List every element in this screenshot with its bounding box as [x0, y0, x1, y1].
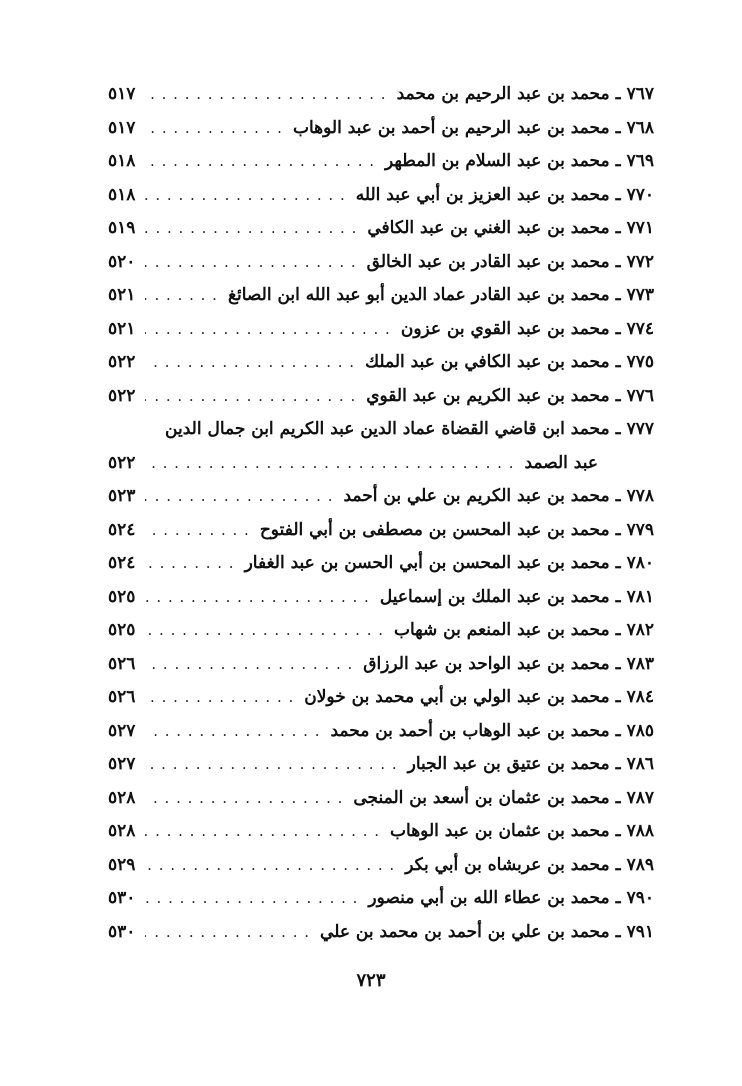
entry-separator: ـ — [615, 218, 621, 238]
entry-page-number: ٥١٧ — [108, 84, 136, 104]
entry-page-number: ٥٢١ — [108, 318, 136, 339]
entry-page-number: ٥٢٧ — [108, 720, 136, 741]
entry-page-number: ٥٣٠ — [108, 921, 136, 942]
entry-separator: ـ — [615, 419, 621, 439]
entry-number: ٧٧٥ — [626, 352, 654, 372]
toc-entry-continuation — [108, 453, 654, 487]
entry-number: ٧٧٤ — [626, 318, 654, 339]
entry-title: محمد بن عبد القادر بن عبد الخالق — [366, 251, 610, 272]
dot-leader — [145, 454, 514, 472]
dot-leader — [145, 923, 310, 941]
dot-leader — [145, 487, 333, 505]
entry-page-number: ٥٢٤ — [108, 519, 136, 540]
entry-page-number: ٥٢٢ — [108, 352, 136, 372]
entry-title: محمد بن عبد الوهاب بن أحمد بن محمد — [330, 720, 610, 741]
dot-leader — [145, 588, 369, 606]
toc-entry — [108, 185, 654, 219]
toc-entry — [108, 855, 654, 889]
entry-title: محمد بن عبد المحسن بن مصطفى بن أبي الفتوح — [259, 519, 610, 540]
entry-separator: ـ — [615, 352, 621, 372]
entry-page-number: ٥١٧ — [108, 117, 136, 138]
entry-title: محمد بن عبد القادر عماد الدين أبو عبد الله ابن الصائغ — [227, 285, 610, 305]
toc-entry — [108, 319, 654, 353]
entry-page-number: ٥٢١ — [108, 285, 136, 305]
entry-number: ٧٨٠ — [626, 553, 654, 573]
entry-separator: ـ — [615, 84, 621, 104]
entry-separator: ـ — [615, 486, 621, 506]
entry-separator: ـ — [615, 184, 621, 205]
entry-title: محمد بن عتيق بن عبد الجبار — [407, 754, 610, 774]
toc-entry — [108, 788, 654, 822]
dot-leader — [145, 621, 384, 639]
entry-separator: ـ — [615, 720, 621, 741]
toc-entry — [108, 118, 654, 152]
entry-separator: ـ — [615, 385, 621, 406]
entry-number: ٧٧٨ — [626, 486, 654, 506]
entry-number: ٧٨٧ — [626, 787, 654, 808]
entry-number: ٧٧٦ — [626, 385, 654, 406]
entry-separator: ـ — [615, 653, 621, 674]
entry-number: ٧٧٣ — [626, 285, 654, 305]
entry-title: محمد بن عبد الكريم بن عبد القوي — [366, 385, 610, 406]
entry-number: ٧٨١ — [626, 586, 654, 607]
entry-page-number: ٥٢٥ — [108, 620, 136, 640]
table-of-contents — [108, 84, 654, 955]
entry-title: محمد بن علي بن أحمد بن محمد بن علي — [320, 921, 610, 942]
dot-leader — [145, 85, 386, 103]
entry-page-number: ٥٢٧ — [108, 754, 136, 774]
dot-leader — [145, 889, 358, 907]
entry-separator: ـ — [615, 620, 621, 640]
entry-number: ٧٨٥ — [626, 720, 654, 741]
entry-number: ٧٨٦ — [626, 754, 654, 774]
entry-separator: ـ — [615, 787, 621, 808]
entry-page-number: ٥٢٤ — [108, 553, 136, 573]
dot-leader — [145, 789, 343, 807]
toc-entry — [108, 721, 654, 755]
entry-title: محمد بن عبد الكريم بن علي بن أحمد — [343, 486, 610, 506]
toc-entry — [108, 620, 654, 654]
entry-number: ٧٦٧ — [626, 84, 654, 104]
entry-number: ٧٨٣ — [626, 653, 654, 674]
entry-title: محمد بن عثمان بن عبد الوهاب — [390, 821, 610, 841]
entry-title: محمد بن عربشاه بن أبي بكر — [405, 854, 610, 875]
toc-entry — [108, 386, 654, 420]
entry-separator: ـ — [615, 117, 621, 138]
entry-separator: ـ — [615, 318, 621, 339]
entry-page-number: ٥٢٦ — [108, 687, 136, 707]
entry-number: ٧٧١ — [626, 218, 654, 238]
dot-leader — [145, 219, 357, 237]
entry-title: محمد بن عطاء الله بن أبي منصور — [368, 888, 610, 908]
dot-leader — [145, 119, 283, 137]
entry-separator: ـ — [615, 151, 621, 171]
entry-separator: ـ — [615, 888, 621, 908]
entry-page-number: ٥٢٨ — [108, 787, 136, 808]
entry-page-number: ٥٢٩ — [108, 854, 136, 875]
entry-title-continuation: عبد الصمد — [524, 452, 598, 473]
entry-title: محمد بن عبد الغني بن عبد الكافي — [367, 218, 610, 238]
entry-title: محمد بن عبد الواحد بن عبد الرزاق — [363, 653, 610, 674]
dot-leader — [145, 554, 234, 572]
toc-entry — [108, 285, 654, 319]
toc-entry — [108, 151, 654, 185]
dot-leader — [145, 286, 218, 304]
dot-leader — [145, 722, 320, 740]
entry-page-number: ٥٢٦ — [108, 653, 136, 674]
entry-title: محمد بن عبد القوي بن عزون — [400, 318, 610, 339]
dot-leader — [145, 253, 356, 271]
toc-entry — [108, 252, 654, 286]
entry-page-number: ٥٣٠ — [108, 888, 136, 908]
entry-number: ٧٦٩ — [626, 151, 654, 171]
entry-number: ٧٧٢ — [626, 251, 654, 272]
entry-page-number: ٥٢٨ — [108, 821, 136, 841]
entry-page-number: ٥٢٥ — [108, 586, 136, 607]
entry-title: محمد بن عبد المحسن بن أبي الحسن بن عبد الغفار — [244, 553, 610, 573]
entry-separator: ـ — [615, 519, 621, 540]
entry-number: ٧٨٩ — [626, 854, 654, 875]
entry-title: محمد ابن قاضي القضاة عماد الدين عبد الكريم ابن جمال الدين — [165, 419, 610, 439]
toc-entry — [108, 922, 654, 956]
entry-separator: ـ — [615, 586, 621, 607]
toc-entry — [108, 84, 654, 118]
toc-entry — [108, 587, 654, 621]
dot-leader — [145, 822, 380, 840]
entry-title: محمد بن عبد الرحيم بن أحمد بن عبد الوهاب — [292, 117, 610, 138]
entry-separator: ـ — [615, 553, 621, 573]
toc-entry — [108, 218, 654, 252]
entry-title: محمد بن عبد الكافي بن عبد الملك — [365, 352, 610, 372]
entry-page-number: ٥٢٣ — [108, 486, 136, 506]
entry-number: ٧٧٠ — [626, 184, 654, 205]
dot-leader — [145, 655, 353, 673]
entry-title: محمد بن عبد العزيز بن أبي عبد الله — [355, 184, 610, 205]
entry-number: ٧٨٨ — [626, 821, 654, 841]
entry-title: محمد بن عبد السلام بن المطهر — [385, 151, 610, 171]
entry-number: ٧٧٧ — [626, 419, 654, 439]
entry-number: ٧٦٨ — [626, 117, 654, 138]
dot-leader — [145, 856, 395, 874]
entry-page-number: ٥٢٢ — [108, 452, 136, 473]
toc-entry — [108, 419, 654, 453]
toc-entry — [108, 687, 654, 721]
toc-entry — [108, 888, 654, 922]
dot-leader — [145, 353, 355, 371]
entry-title: محمد بن عبد الولي بن أبي محمد بن خولان — [304, 687, 610, 707]
entry-number: ٧٨٢ — [626, 620, 654, 640]
entry-separator: ـ — [615, 285, 621, 305]
entry-title: محمد بن عبد الملك بن إسماعيل — [379, 586, 610, 607]
dot-leader — [145, 755, 397, 773]
entry-page-number: ٥١٨ — [108, 184, 136, 205]
toc-entry — [108, 486, 654, 520]
dot-leader — [145, 186, 345, 204]
entry-title: محمد بن عثمان بن أسعد بن المنجى — [353, 787, 610, 808]
entry-separator: ـ — [615, 821, 621, 841]
dot-leader — [145, 152, 375, 170]
dot-leader — [145, 521, 249, 539]
entry-separator: ـ — [615, 854, 621, 875]
entry-number: ٧٨٤ — [626, 687, 654, 707]
entry-separator: ـ — [615, 754, 621, 774]
entry-separator: ـ — [615, 251, 621, 272]
page-number: ٧٢٣ — [356, 970, 386, 991]
toc-entry — [108, 520, 654, 554]
dot-leader — [145, 387, 356, 405]
entry-title: محمد بن عبد الرحيم بن محمد — [396, 84, 610, 104]
toc-entry — [108, 821, 654, 855]
entry-number: ٧٩٠ — [626, 888, 654, 908]
entry-page-number: ٥١٨ — [108, 151, 136, 171]
entry-separator: ـ — [615, 921, 621, 942]
entry-number: ٧٩١ — [626, 921, 654, 942]
toc-entry — [108, 553, 654, 587]
entry-number: ٧٧٩ — [626, 519, 654, 540]
entry-page-number: ٥٢٢ — [108, 385, 136, 406]
toc-entry — [108, 352, 654, 386]
entry-page-number: ٥٢٠ — [108, 251, 136, 272]
entry-title: محمد بن عبد المنعم بن شهاب — [394, 620, 610, 640]
entry-separator: ـ — [615, 687, 621, 707]
toc-entry — [108, 754, 654, 788]
dot-leader — [145, 688, 294, 706]
dot-leader — [145, 320, 390, 338]
toc-entry — [108, 654, 654, 688]
entry-page-number: ٥١٩ — [108, 218, 136, 238]
